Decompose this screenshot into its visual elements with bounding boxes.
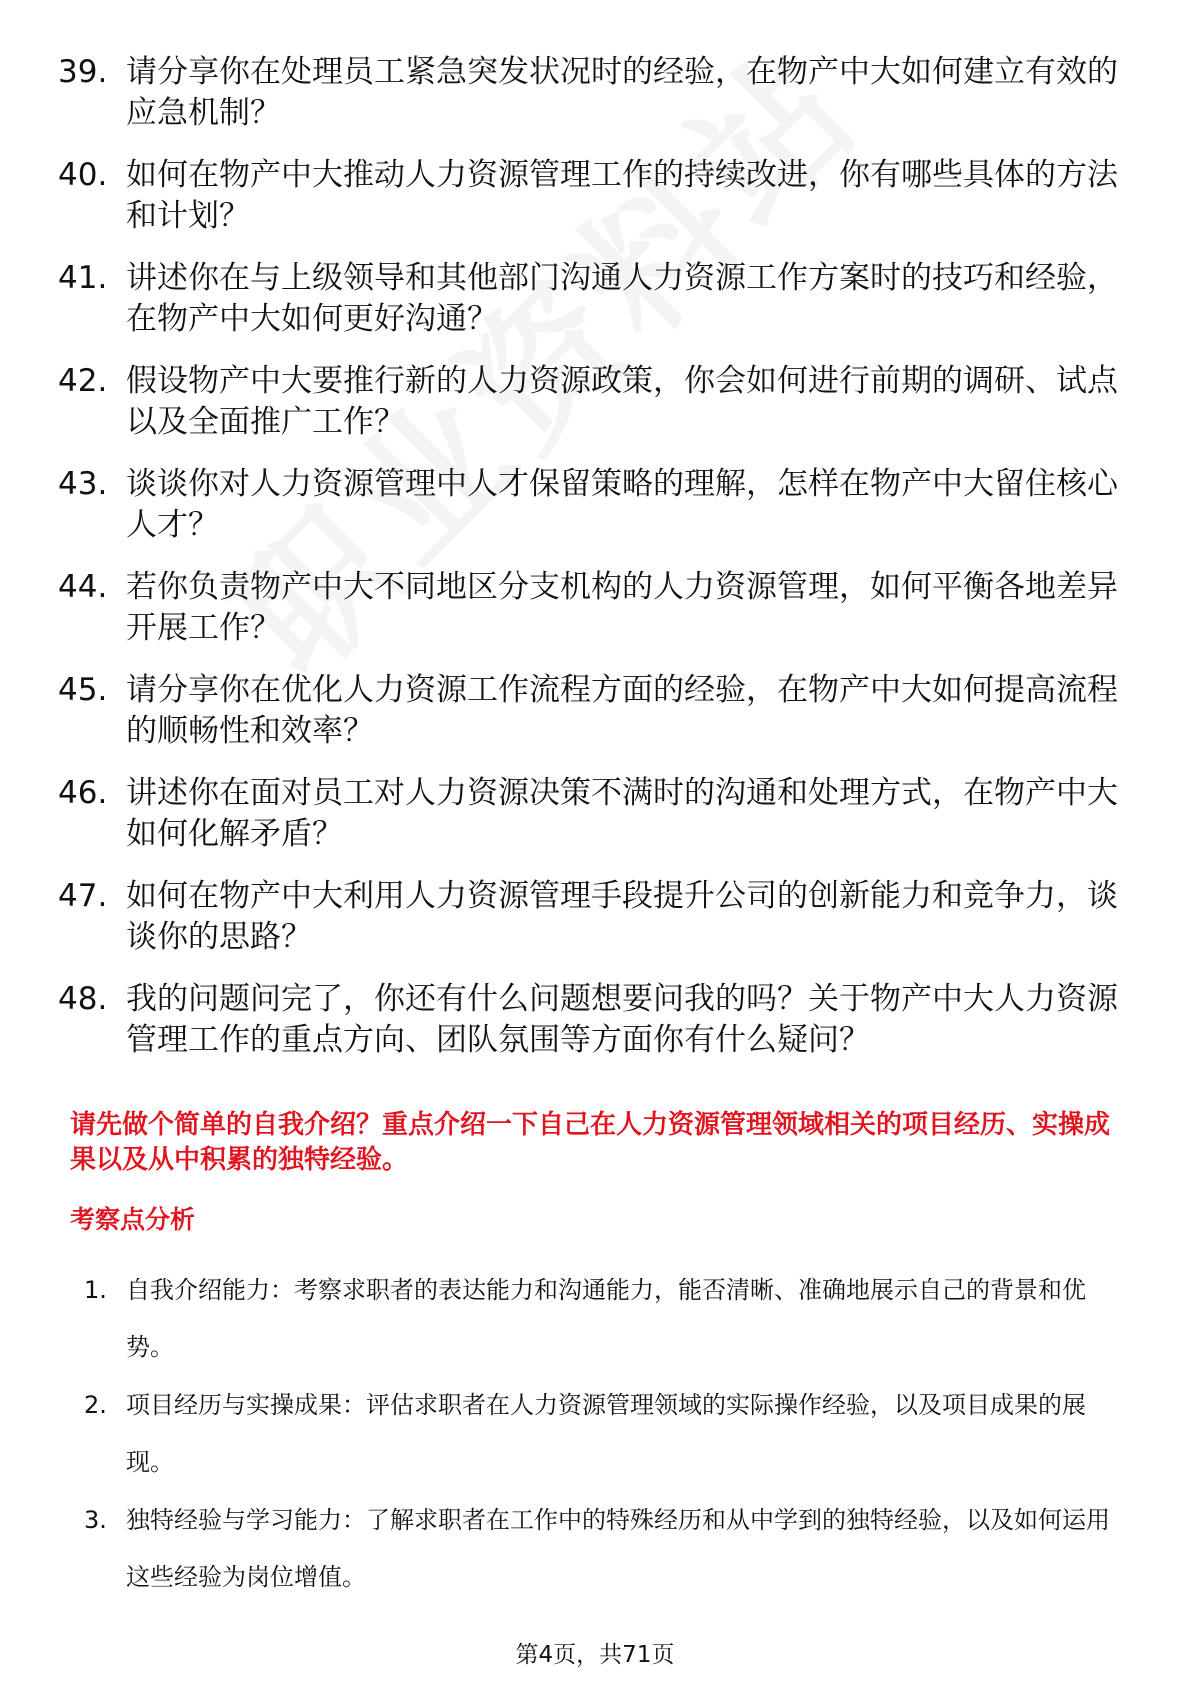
item-number: 43. (58, 466, 108, 502)
item-text: 项目经历与实操成果：评估求职者在人力资源管理领域的实际操作经验，以及项目成果的展现。 (126, 1391, 1086, 1476)
item-text: 如何在物产中大利用人力资源管理手段提升公司的创新能力和竞争力，谈谈你的思路？ (126, 878, 1118, 955)
question-list (58, 52, 1128, 1082)
page-footer: 第4页，共71页 (515, 1642, 675, 1668)
list-item (58, 258, 1128, 340)
list-item (58, 361, 1128, 443)
item-text: 独特经验与学习能力：了解求职者在工作中的特殊经历和从中学到的独特经验，以及如何运用这些经验为岗位增值。 (126, 1506, 1110, 1591)
item-number: 39. (58, 54, 108, 90)
item-number: 47. (58, 878, 108, 914)
item-number: 3. (84, 1506, 107, 1534)
item-number: 2. (84, 1391, 107, 1419)
list-item (58, 464, 1128, 546)
item-number: 40. (58, 157, 108, 193)
item-text: 假设物产中大要推行新的人力资源政策，你会如何进行前期的调研、试点以及全面推广工作？ (126, 363, 1118, 440)
list-item (58, 155, 1128, 237)
item-text: 请分享你在优化人力资源工作流程方面的经验，在物产中大如何提高流程的顺畅性和效率？ (126, 672, 1118, 749)
list-item (84, 1262, 1124, 1376)
item-text: 我的问题问完了，你还有什么问题想要问我的吗？关于物产中大人力资源管理工作的重点方向、团队氛围等方面你有什么疑问？ (126, 981, 1118, 1058)
item-number: 42. (58, 363, 108, 399)
section-title: 考察点分析 (70, 1205, 196, 1234)
item-text: 谈谈你对人力资源管理中人才保留策略的理解，怎样在物产中大留住核心人才？ (126, 466, 1118, 543)
item-text: 讲述你在面对员工对人力资源决策不满时的沟通和处理方式，在物产中大如何化解矛盾？ (126, 775, 1118, 852)
list-item (58, 52, 1128, 134)
item-number: 41. (58, 260, 108, 296)
highlight-question: 请先做个简单的自我介绍？重点介绍一下自己在人力资源管理领域相关的项目经历、实操成果以及从中积累的独特经验。 (70, 1110, 1111, 1175)
item-number: 46. (58, 775, 108, 811)
item-text: 讲述你在与上级领导和其他部门沟通人力资源工作方案时的技巧和经验，在物产中大如何更好沟通？ (126, 260, 1118, 337)
item-text: 请分享你在处理员工紧急突发状况时的经验，在物产中大如何建立有效的应急机制？ (126, 54, 1118, 131)
item-number: 45. (58, 672, 108, 708)
list-item (84, 1377, 1124, 1491)
list-item (58, 670, 1128, 752)
list-item (58, 773, 1128, 855)
analysis-list (84, 1262, 1124, 1607)
list-item (58, 979, 1128, 1061)
item-text: 若你负责物产中大不同地区分支机构的人力资源管理，如何平衡各地差异开展工作？ (126, 569, 1118, 646)
item-number: 48. (58, 981, 108, 1017)
item-number: 1. (84, 1276, 107, 1304)
item-text: 如何在物产中大推动人力资源管理工作的持续改进，你有哪些具体的方法和计划？ (126, 157, 1118, 234)
list-item (58, 567, 1128, 649)
list-item (58, 876, 1128, 958)
item-number: 44. (58, 569, 108, 605)
item-text: 自我介绍能力：考察求职者的表达能力和沟通能力，能否清晰、准确地展示自己的背景和优势。 (126, 1276, 1086, 1361)
list-item (84, 1492, 1124, 1606)
